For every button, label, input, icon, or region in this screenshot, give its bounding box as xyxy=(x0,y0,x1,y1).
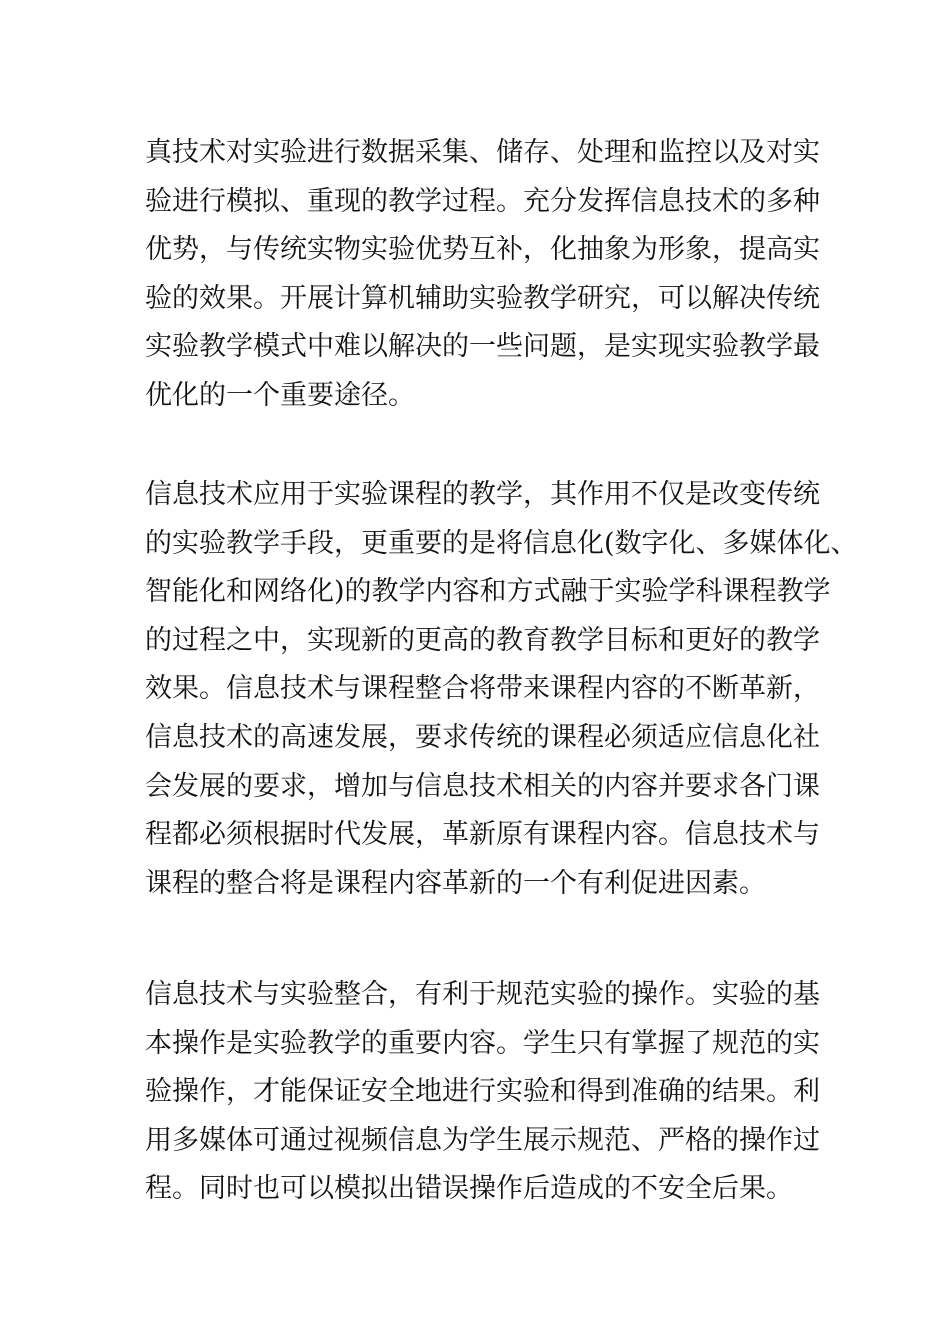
text-line: 会发展的要求，增加与信息技术相关的内容并要求各门课 xyxy=(145,770,820,802)
text-line: 验操作，才能保证安全地进行实验和得到准确的结果。利 xyxy=(145,1076,820,1108)
text-line: 的实验教学手段，更重要的是将信息化(数字化、多媒体化、 xyxy=(145,527,858,559)
text-line: 验的效果。开展计算机辅助实验教学研究，可以解决传统 xyxy=(145,282,820,314)
text-line: 信息技术的高速发展，要求传统的课程必须适应信息化社 xyxy=(145,721,820,753)
text-line: 验进行模拟、重现的教学过程。充分发挥信息技术的多种 xyxy=(145,185,820,217)
paragraph xyxy=(145,129,835,421)
text-line: 课程的整合将是课程内容革新的一个有利促进因素。 xyxy=(145,867,766,899)
text-line: 真技术对实验进行数据采集、储存、处理和监控以及对实 xyxy=(145,137,820,168)
paragraph xyxy=(145,471,858,908)
text-line: 信息技术应用于实验课程的教学，其作用不仅是改变传统 xyxy=(145,479,820,510)
text-line: 智能化和网络化)的教学内容和方式融于实验学科课程教学 xyxy=(145,576,831,608)
text-line: 程都必须根据时代发展，革新原有课程内容。信息技术与 xyxy=(145,819,820,851)
paragraph xyxy=(145,971,835,1214)
text-line: 程。同时也可以模拟出错误操作后造成的不安全后果。 xyxy=(145,1173,793,1205)
text-line: 优化的一个重要途径。 xyxy=(145,379,415,411)
text-line: 本操作是实验教学的重要内容。学生只有掌握了规范的实 xyxy=(145,1027,820,1059)
text-line: 实验教学模式中难以解决的一些问题，是实现实验教学最 xyxy=(145,331,820,363)
text-line: 信息技术与实验整合，有利于规范实验的操作。实验的基 xyxy=(145,979,820,1010)
text-line: 优势，与传统实物实验优势互补，化抽象为形象，提高实 xyxy=(145,234,820,266)
text-line: 效果。信息技术与课程整合将带来课程内容的不断革新， xyxy=(145,673,820,705)
text-line: 的过程之中，实现新的更高的教育教学目标和更好的教学 xyxy=(145,624,820,656)
text-line: 用多媒体可通过视频信息为学生展示规范、严格的操作过 xyxy=(145,1124,820,1156)
